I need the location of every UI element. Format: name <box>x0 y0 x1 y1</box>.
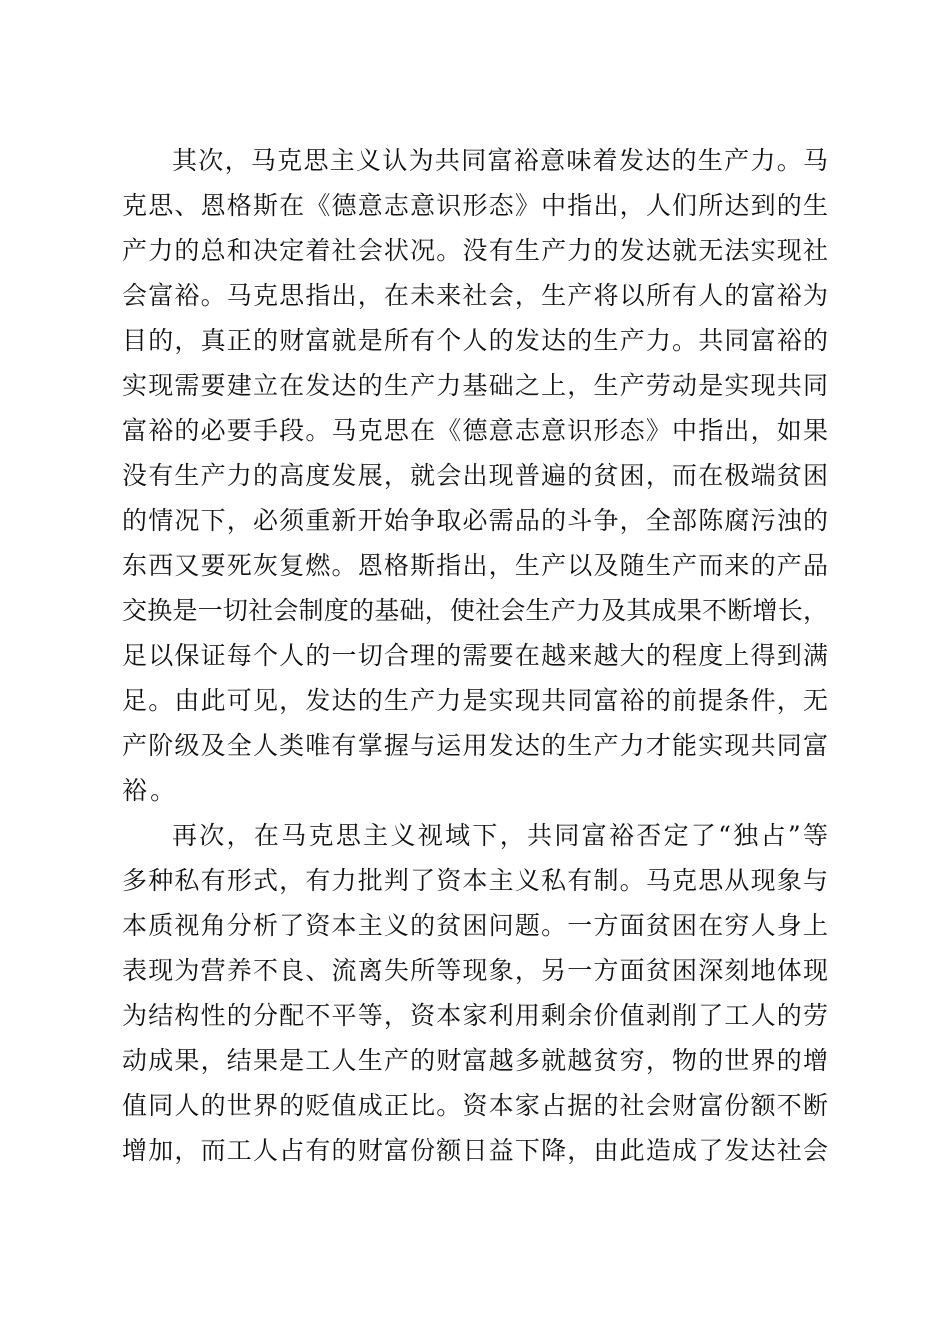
text-line: 会富裕。马克思指出，在未来社会，生产将以所有人的富裕为 <box>122 281 828 310</box>
text-line: 目的，真正的财富就是所有个人的发达的生产力。共同富裕的 <box>122 326 828 355</box>
text-line: 东西又要死灰复燃。恩格斯指出，生产以及随生产而来的产品 <box>122 551 828 580</box>
text-line: 其次，马克思主义认为共同富裕意味着发达的生产力。马 <box>172 146 828 175</box>
text-line: 表现为营养不良、流离失所等现象，另一方面贫困深刻地体现 <box>122 956 828 985</box>
text-line: 产力的总和决定着社会状况。没有生产力的发达就无法实现社 <box>122 236 828 265</box>
text-line: 多种私有形式，有力批判了资本主义私有制。马克思从现象与 <box>122 866 828 895</box>
text-line: 交换是一切社会制度的基础，使社会生产力及其成果不断增长， <box>122 596 828 625</box>
text-line: 没有生产力的高度发展，就会出现普遍的贫困，而在极端贫困 <box>122 461 828 490</box>
text-line: 富裕的必要手段。马克思在《德意志意识形态》中指出，如果 <box>122 416 828 445</box>
text-line: 本质视角分析了资本主义的贫困问题。一方面贫困在穷人身上 <box>122 911 828 940</box>
text-line: 足以保证每个人的一切合理的需要在越来越大的程度上得到满 <box>122 641 828 670</box>
text-line: 实现需要建立在发达的生产力基础之上，生产劳动是实现共同 <box>122 371 828 400</box>
text-line: 克思、恩格斯在《德意志意识形态》中指出，人们所达到的生 <box>122 191 828 220</box>
text-line: 产阶级及全人类唯有掌握与运用发达的生产力才能实现共同富 <box>122 731 828 760</box>
text-line: 的情况下，必须重新开始争取必需品的斗争，全部陈腐污浊的 <box>122 506 828 535</box>
text-line: 值同人的世界的贬值成正比。资本家占据的社会财富份额不断 <box>122 1091 828 1120</box>
text-line: 裕。 <box>122 776 179 805</box>
text-line: 增加，而工人占有的财富份额日益下降，由此造成了发达社会 <box>122 1136 828 1165</box>
text-line: 为结构性的分配不平等，资本家利用剩余价值剥削了工人的劳 <box>122 1001 828 1030</box>
text-line: 动成果，结果是工人生产的财富越多就越贫穷，物的世界的增 <box>122 1046 828 1075</box>
text-line: 足。由此可见，发达的生产力是实现共同富裕的前提条件，无 <box>122 686 828 715</box>
text-line: 再次，在马克思主义视域下，共同富裕否定了“独占”等 <box>172 821 828 850</box>
